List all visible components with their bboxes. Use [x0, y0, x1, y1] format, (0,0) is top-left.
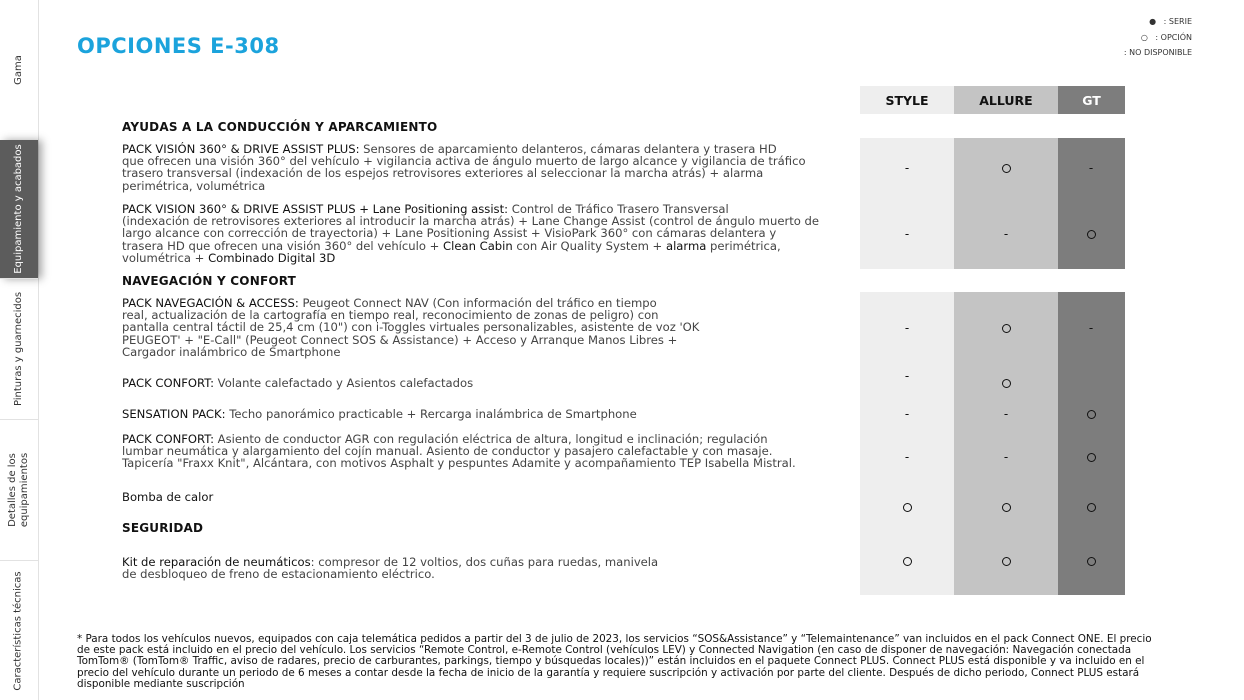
not-available-dash: - — [904, 227, 910, 241]
mark-item1-allure — [996, 228, 1016, 240]
option-circle-icon — [1002, 379, 1011, 388]
legend-opcion — [1124, 30, 1192, 46]
item-heading-text: Combinado Digital 3D — [208, 250, 336, 265]
not-available-dash: - — [1003, 407, 1009, 421]
legend-serie — [1124, 14, 1192, 30]
item-pack-confort-volante — [122, 377, 473, 389]
item-description-text: Techo panorámico practicable + Rercarga inalámbrica de Smartphone — [229, 407, 637, 421]
item-description-text: perimétrica, — [706, 238, 781, 253]
mark-item5-gt — [1081, 451, 1101, 463]
mark-item0-gt — [1081, 162, 1101, 174]
item-heading-text: Bomba de calor — [122, 490, 214, 504]
not-available-dash: - — [1088, 321, 1094, 335]
not-available-dash: - — [904, 161, 910, 175]
item-description-text: Peugeot Connect NAV (Con información del tráfico en tiempo — [302, 296, 657, 310]
gt-column-block-2 — [1058, 292, 1125, 595]
mark-item4-allure — [996, 408, 1016, 420]
mark-item6-gt — [1081, 501, 1101, 513]
tab-detalles-label: Detalles de los equipamientos — [7, 452, 31, 528]
mark-item4-style — [897, 408, 917, 420]
opcion-label: : OPCIÓN — [1155, 32, 1192, 42]
tab-equipamiento-label: Equipamiento y acabados — [13, 144, 24, 274]
mark-item0-style — [897, 162, 917, 174]
no-disponible-label: : NO DISPONIBLE — [1123, 48, 1192, 58]
item-description-text: largo alcance con corrección de trayectoria) + Lane Positioning Assist + VisioPark 360° con cámaras delantera y — [122, 226, 777, 241]
item-description-text: Asiento de conductor AGR con regulación eléctrica de altura, longitud e inclinación; regulación — [217, 432, 768, 446]
tab-gama-label: Gama — [13, 55, 24, 85]
mark-item3-allure — [996, 377, 1016, 389]
column-header-style: STYLE — [860, 86, 954, 114]
item-heading-text: PACK CONFORT: — [122, 432, 218, 446]
item-description-text: trasera HD que ofrecen una visión 360° del vehículo + — [122, 238, 444, 253]
item-description-text: Sensores de aparcamiento delanteros, cámaras delantera y trasera HD — [363, 142, 777, 156]
item-description-text: Cargador inalámbrico de Smartphone — [122, 344, 341, 359]
option-circle-icon — [1002, 324, 1011, 333]
mark-item5-allure — [996, 451, 1016, 463]
opcion-symbol: ○ — [1140, 32, 1148, 42]
not-available-dash: - — [1003, 227, 1009, 241]
mark-item0-allure — [996, 162, 1016, 174]
option-circle-icon — [903, 503, 912, 512]
mark-item6-allure — [996, 501, 1016, 513]
item-description-text: perimétrica, volumétrica — [122, 178, 266, 193]
mark-item6-style — [897, 501, 917, 513]
serie-label: : SERIE — [1163, 17, 1192, 27]
item-line — [122, 252, 819, 264]
not-available-dash: - — [904, 450, 910, 464]
tab-pinturas-y-guarnecidos[interactable] — [0, 279, 38, 420]
not-available-dash: - — [1003, 450, 1009, 464]
page-title: OPCIONES E-308 — [77, 34, 280, 58]
legend — [1124, 14, 1192, 61]
option-circle-icon — [1087, 230, 1096, 239]
item-line — [122, 180, 806, 192]
item-pack-confort-asiento — [122, 433, 796, 470]
section-seguridad: SEGURIDAD — [122, 521, 204, 535]
item-description-text: lumbar neumática y alargamiento del cojín manual. Asiento de conductor y pasajero calefactable y con masaje. — [122, 444, 773, 459]
option-circle-icon — [903, 557, 912, 566]
item-line — [122, 408, 637, 420]
item-description-text: que ofrecen una visión 360° del vehículo + vigilancia activa de ángulo muerto de largo alcance y vigilancia de tráfico — [122, 154, 806, 169]
not-available-dash: - — [1088, 161, 1094, 175]
item-pack-vision-360 — [122, 143, 806, 192]
mark-item1-style — [897, 228, 917, 240]
option-circle-icon — [1087, 503, 1096, 512]
tab-equipamiento-y-acabados[interactable] — [0, 140, 38, 279]
item-pack-vision-360-lane — [122, 203, 819, 264]
mark-item2-style — [897, 322, 917, 334]
item-description-text: real, actualización de la cartografía en tiempo real, reconocimiento de zonas de peligro) con — [122, 308, 659, 323]
option-circle-icon — [1087, 410, 1096, 419]
mark-item3-style — [897, 370, 917, 382]
mark-item7-allure — [996, 555, 1016, 567]
item-heading-text: SENSATION PACK: — [122, 407, 230, 421]
style-column-block-1 — [860, 138, 954, 269]
legend-no-disponible — [1124, 45, 1192, 61]
column-header-gt: GT — [1058, 86, 1125, 114]
serie-symbol: ● — [1149, 17, 1157, 27]
not-available-dash: - — [904, 321, 910, 335]
item-heading-text: PACK NAVEGACIÓN & ACCESS: — [122, 296, 303, 310]
item-description-text: PEUGEOT' + "E-Call" (Peugeot Connect SOS & Assistance) + Acceso y Arranque Manos Libres + — [122, 332, 678, 347]
item-description-text: Control de Tráfico Trasero Transversal — [511, 202, 729, 216]
item-kit-reparacion — [122, 556, 658, 580]
item-line — [122, 377, 473, 389]
item-bomba-de-calor — [122, 491, 213, 503]
option-circle-icon — [1087, 557, 1096, 566]
style-column-block-2 — [860, 292, 954, 595]
column-header-allure: ALLURE — [954, 86, 1058, 114]
item-description-text: volumétrica + — [122, 250, 209, 265]
mark-item7-style — [897, 555, 917, 567]
item-heading-text: alarma — [665, 238, 707, 253]
allure-column-block-1 — [954, 138, 1058, 269]
mark-item1-gt — [1081, 228, 1101, 240]
sidebar — [0, 0, 39, 700]
option-circle-icon — [1002, 557, 1011, 566]
allure-column-block-2 — [954, 292, 1058, 595]
tab-pinturas-label: Pinturas y guarnecidos — [13, 291, 25, 407]
mark-item4-gt — [1081, 408, 1101, 420]
mark-item5-style — [897, 451, 917, 463]
item-line — [122, 491, 213, 503]
tab-caracteristicas-label: Características técnicas — [13, 570, 25, 691]
item-description-text: de desbloqueo de freno de estacionamiento eléctrico. — [122, 567, 435, 582]
gt-column-block-1 — [1058, 138, 1125, 269]
item-line — [122, 457, 796, 469]
item-heading-text: PACK VISIÓN 360° & DRIVE ASSIST PLUS: — [122, 142, 364, 156]
option-circle-icon — [1087, 453, 1096, 462]
section-navegacion: NAVEGACIÓN Y CONFORT — [122, 274, 297, 288]
item-description-text: Tapicería "Fraxx Knit", Alcántara, con motivos Asphalt y pespuntes Adamite y acompañamiento TEP Isabella Mistral. — [122, 456, 796, 471]
tab-gama[interactable] — [0, 0, 38, 141]
option-circle-icon — [1002, 164, 1011, 173]
not-available-dash: - — [904, 369, 910, 383]
item-heading-text: PACK VISION 360° & DRIVE ASSIST PLUS + Lane Positioning assist: — [122, 202, 512, 216]
item-description-text: (indexación de retrovisores exteriores al introducir la marcha atrás) + Lane Change Assist (control de ángulo muerto de — [122, 214, 820, 229]
tab-detalles-de-los-equipamientos[interactable] — [0, 420, 38, 561]
section-ayudas: AYUDAS A LA CONDUCCIÓN Y APARCAMIENTO — [122, 120, 438, 134]
item-description-text: con Air Quality System + — [512, 238, 666, 253]
item-heading-text: PACK CONFORT: — [122, 376, 218, 390]
item-description-text: : compresor de 12 voltios, dos cuñas para ruedas, manivela — [310, 555, 659, 569]
item-description-text: pantalla central táctil de 25,4 cm (10") con i-Toggles virtuales personalizables, asistente de voz 'OK — [122, 320, 700, 335]
not-available-dash: - — [904, 407, 910, 421]
item-heading-text: Clean Cabin — [443, 238, 513, 253]
item-line — [122, 568, 658, 580]
item-pack-navegacion-access — [122, 297, 699, 358]
item-description-text: Volante calefactado y Asientos calefactados — [217, 376, 474, 390]
tab-caracteristicas-tecnicas[interactable] — [0, 561, 38, 700]
item-description-text: trasero transversal (indexación de los espejos retrovisores exteriores al seleccionar la marcha atrás) + alarma — [122, 166, 764, 181]
mark-item7-gt — [1081, 555, 1101, 567]
mark-item2-allure — [996, 322, 1016, 334]
option-circle-icon — [1002, 503, 1011, 512]
footnote: * Para todos los vehículos nuevos, equipados con caja telemática pedidos a partir del 3 de julio de 2023, los servicios “SOS&Assistance” y “Telemaintenance” van incluidos en el pack Connect ONE. El precio de este pack está incluido en el precio del vehículo. Los servicios “Remote Control, e-Remote Control (vehículos LEV) y Connected Navigation (en caso de disponer de navegación: Navegación conectada TomTom® (TomTom® Traffic, aviso de radares, precio de carburantes, parkings, tiempo y búsquedas locales))” están incluidos en el paquete Connect PLUS. Connect PLUS está disponible y va incluido en el precio del vehículo durante un periodo de 6 meses a contar desde la fecha de inicio de la garantía y requiere suscripción y activación por parte del cliente. Después de dicho periodo, Connect PLUS estará disponible mediante suscripción — [77, 633, 1152, 690]
item-line — [122, 346, 699, 358]
item-heading-text: Kit de reparación de neumáticos — [122, 555, 311, 569]
mark-item2-gt — [1081, 322, 1101, 334]
item-sensation-pack — [122, 408, 637, 420]
